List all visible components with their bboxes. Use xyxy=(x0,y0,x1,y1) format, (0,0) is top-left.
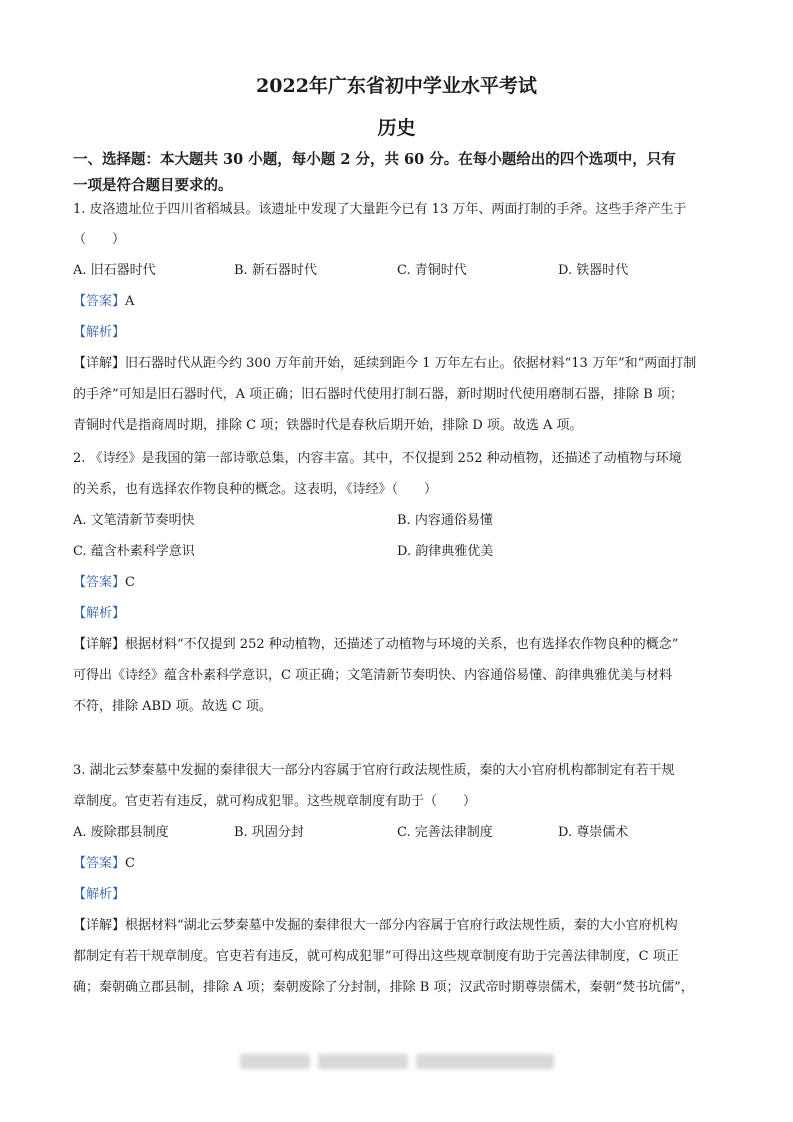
q3-analysis xyxy=(73,885,125,905)
q3-stem-line-1: 3. 湖北云梦秦墓中发掘的秦律很大一部分内容属于官府行政法规性质，秦的大小官府机构都制定有若干规 xyxy=(73,763,675,778)
q2-option-a: A. 文笔清新节奏明快 xyxy=(73,513,195,528)
q1-detail-line-3: 青铜时代是指商周时期，排除 C 项；铁器时代是春秋后期开始，排除 D 项。故选 A 项。 xyxy=(73,418,583,433)
q1-analysis xyxy=(73,323,125,343)
q2-stem-line-1: 2. 《诗经》是我国的第一部诗歌总集，内容丰富。其中，不仅提到 252 种动植物，还描述了动植物与环境 xyxy=(73,451,682,466)
q1-option-b: B. 新石器时代 xyxy=(234,263,317,278)
q3-detail-line-3: 确；秦朝确立郡县制，排除 A 项；秦朝废除了分封制，排除 B 项；汉武帝时期尊崇儒术，秦朝“焚书坑儒”， xyxy=(73,980,694,995)
q3-detail-line-2: 都制定有若干规章制度。官吏若有违反，就可构成犯罪”可得出这些规章制度有助于完善法律制度，C 项正 xyxy=(73,949,679,964)
q1-option-c: C. 青铜时代 xyxy=(397,263,467,278)
q3-stem-line-2: 章制度。官吏若有违反，就可构成犯罪。这些规章制度有助于（ ） xyxy=(73,794,477,809)
q1-answer xyxy=(73,292,134,312)
q1-option-d: D. 铁器时代 xyxy=(558,263,629,278)
q3-option-c: C. 完善法律制度 xyxy=(397,825,493,840)
answer-tag: 【答案】 xyxy=(73,856,126,871)
footer-watermark-blur xyxy=(416,1054,554,1069)
footer-watermark-blur xyxy=(318,1054,408,1069)
q1-stem-line-1: 1. 皮洛遗址位于四川省稻城县。该遗址中发现了大量距今已有 13 万年、两面打制的手斧。这些手斧产生于 xyxy=(73,202,687,217)
q3-answer-value: C xyxy=(125,856,135,871)
analysis-tag: 【解析】 xyxy=(73,606,126,621)
q3-option-b: B. 巩固分封 xyxy=(234,825,304,840)
q2-analysis xyxy=(73,604,125,624)
q2-stem-line-2: 的关系，也有选择农作物良种的概念。这表明，《诗经》（ ） xyxy=(73,482,438,497)
q3-option-d: D. 尊崇儒术 xyxy=(558,825,629,840)
subject-heading: 历史 xyxy=(377,117,416,139)
q3-detail-text-1: 根据材料“湖北云梦秦墓中发掘的秦律很大一部分内容属于官府行政法规性质，秦的大小官府机构 xyxy=(125,918,678,933)
detail-tag: 【详解】 xyxy=(73,356,126,371)
page-title: 2022年广东省初中学业水平考试 xyxy=(256,75,537,97)
q1-detail-line-2: 的手斧”可知是旧石器时代，A 项正确；旧石器时代使用打制石器，新时期时代使用磨制石器，排除 B 项； xyxy=(73,387,683,402)
q2-detail-line-2: 可得出《诗经》蕴含朴素科学意识，C 项正确；文笔清新节奏明快、内容通俗易懂、韵律典雅优美与材料 xyxy=(73,668,673,683)
q2-answer xyxy=(73,573,135,593)
q2-detail-line-1 xyxy=(73,635,678,655)
q2-option-d: D. 韵律典雅优美 xyxy=(397,544,494,559)
section-heading xyxy=(73,147,725,199)
q1-answer-value: A xyxy=(125,294,135,309)
q1-detail-line-1 xyxy=(73,354,696,374)
detail-tag: 【详解】 xyxy=(73,637,126,652)
q1-stem-line-2: （ ） xyxy=(73,232,126,247)
analysis-tag: 【解析】 xyxy=(73,887,126,902)
q2-detail-line-3: 不符，排除 ABD 项。故选 C 项。 xyxy=(73,699,272,714)
q1-detail-text-1: 旧石器时代从距今约 300 万年前开始，延续到距今 1 万年左右止。依据材料“13 万年”和“两面打制 xyxy=(125,356,697,371)
analysis-tag: 【解析】 xyxy=(73,325,126,340)
q3-detail-line-1 xyxy=(73,916,678,936)
q1-option-a: A. 旧石器时代 xyxy=(73,263,156,278)
q2-detail-text-1: 根据材料“不仅提到 252 种动植物，还描述了动植物与环境的关系，也有选择农作物良种的概念” xyxy=(125,637,679,652)
q3-option-a: A. 废除郡县制度 xyxy=(73,825,169,840)
section-heading-line-1: 一、选择题：本大题共 30 小题，每小题 2 分，共 60 分。在每小题给出的四个选项中，只有 xyxy=(73,151,676,168)
q3-answer xyxy=(73,854,135,874)
section-heading-line-2: 一项是符合题目要求的。 xyxy=(73,177,233,194)
q2-option-c: C. 蕴含朴素科学意识 xyxy=(73,544,195,559)
q2-option-b: B. 内容通俗易懂 xyxy=(397,513,493,528)
answer-tag: 【答案】 xyxy=(73,575,126,590)
q2-answer-value: C xyxy=(125,575,135,590)
footer-watermark-blur xyxy=(240,1054,310,1069)
detail-tag: 【详解】 xyxy=(73,918,126,933)
answer-tag: 【答案】 xyxy=(73,294,126,309)
